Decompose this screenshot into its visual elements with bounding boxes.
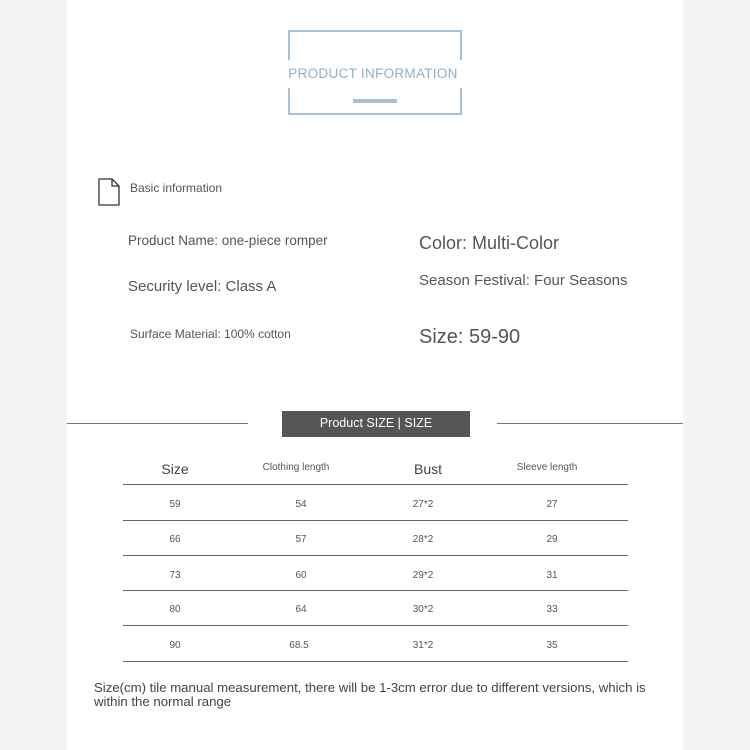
cell-sleeve-length: 27	[546, 499, 558, 510]
cell-size: 80	[169, 604, 181, 615]
surface-material: Surface Material: 100% cotton	[130, 327, 291, 341]
table-header-clothing-length: Clothing length	[262, 462, 330, 473]
table-header-sleeve-length: Sleeve length	[516, 462, 578, 473]
product-color: Color: Multi-Color	[419, 233, 560, 253]
cell-bust: 28*2	[412, 534, 434, 545]
table-line	[123, 555, 628, 556]
cell-clothing-length: 68.5	[289, 640, 309, 651]
table-header-size: Size	[161, 461, 189, 477]
table-line	[123, 484, 628, 485]
header-title: PRODUCT INFORMATION	[288, 66, 458, 81]
security-level: Security level: Class A	[128, 278, 277, 295]
cell-sleeve-length: 33	[546, 604, 558, 615]
divider-right	[497, 423, 683, 424]
cell-bust: 27*2	[412, 499, 434, 510]
product-size-range: Size: 59-90	[419, 326, 521, 348]
table-header-bust: Bust	[413, 461, 442, 477]
cell-sleeve-length: 31	[546, 570, 558, 581]
cell-bust: 30*2	[412, 604, 434, 615]
cell-size: 66	[169, 534, 181, 545]
cell-clothing-length: 57	[295, 534, 307, 545]
cell-bust: 31*2	[412, 640, 434, 651]
season-festival: Season Festival: Four Seasons	[419, 272, 628, 289]
product-name: Product Name: one-piece romper	[128, 233, 328, 248]
divider-left	[67, 423, 248, 424]
cell-size: 90	[169, 640, 181, 651]
size-banner-label: Product SIZE | SIZE	[319, 416, 433, 430]
table-line	[123, 520, 628, 521]
table-line	[123, 625, 628, 626]
cell-size: 59	[169, 499, 181, 510]
basic-info-label: Basic information	[130, 181, 223, 195]
cell-sleeve-length: 29	[546, 534, 558, 545]
header-frame-top	[288, 30, 462, 60]
cell-size: 73	[169, 570, 181, 581]
document-icon	[98, 178, 120, 206]
cell-clothing-length: 54	[295, 499, 307, 510]
cell-sleeve-length: 35	[546, 640, 558, 651]
cell-clothing-length: 64	[295, 604, 307, 615]
size-banner	[282, 411, 470, 437]
cell-clothing-length: 60	[295, 570, 307, 581]
header-accent-bar	[353, 99, 397, 103]
cell-bust: 29*2	[412, 570, 434, 581]
table-line	[123, 590, 628, 591]
table-line	[123, 661, 628, 662]
measurement-note: Size(cm) tile manual measurement, there will be 1-3cm error due to different versions, which is within the normal range	[94, 680, 646, 709]
